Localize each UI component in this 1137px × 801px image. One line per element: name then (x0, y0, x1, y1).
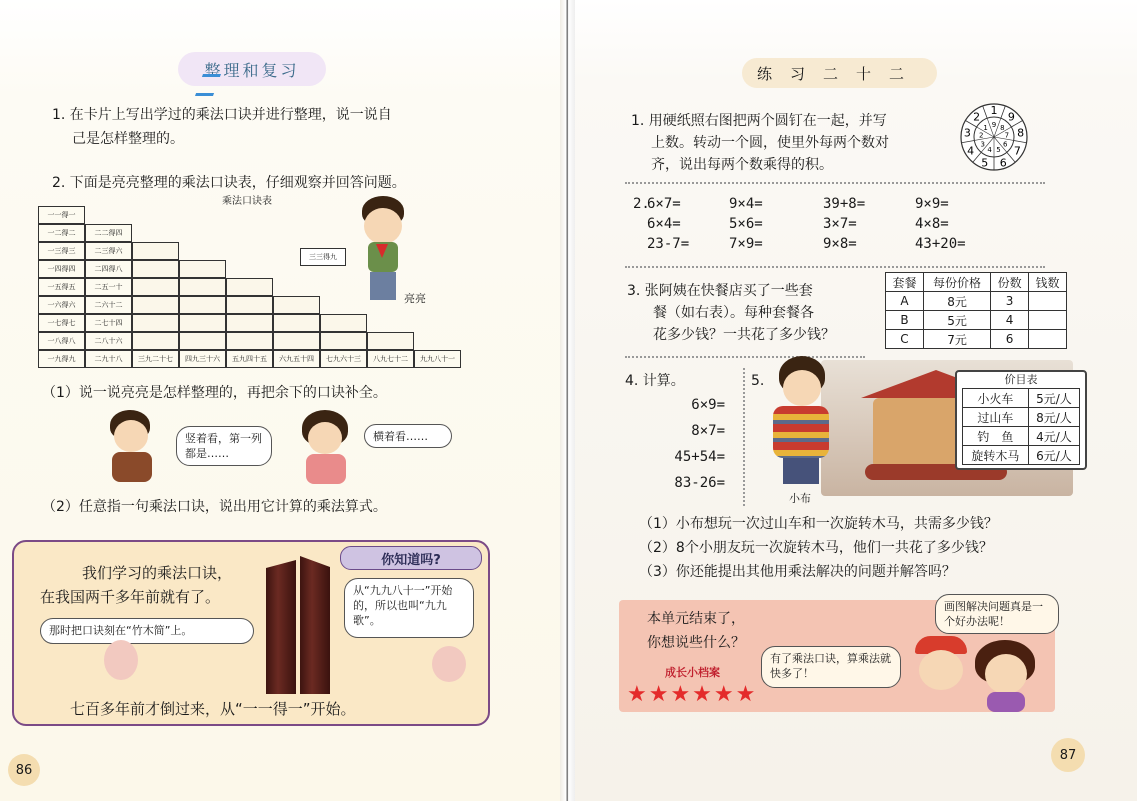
table-cell-blank (273, 314, 320, 332)
wheel-outer-number: 9 (1007, 110, 1015, 124)
calc-item: 6×9= (691, 397, 725, 413)
boy-cap-figure (913, 636, 973, 706)
table-cell: 二五一十 (85, 278, 132, 296)
table-cell: 8元 (923, 292, 990, 311)
bamboo-slip-icon (266, 560, 296, 694)
star-rating-icon: ★★★★★★ (627, 682, 758, 707)
price-cell: 5元/人 (1028, 389, 1079, 408)
arithmetic-item: 9×4= (729, 196, 763, 212)
banner-bubble-2: 画图解决问题真是一个好办法呢！ (935, 594, 1059, 634)
table-cell (1029, 292, 1067, 311)
question-3-line2: 餐（如右表）。每种套餐各 (653, 305, 814, 321)
arithmetic-item: 43+20= (915, 236, 966, 252)
price-board (955, 370, 1087, 470)
table-cell: 二六十二 (85, 296, 132, 314)
angel-icon (432, 646, 466, 682)
table-cell: 5元 (923, 311, 990, 330)
table-cell-blank (226, 278, 273, 296)
arithmetic-item: 39+8= (823, 196, 866, 212)
table-cell: 7元 (923, 330, 990, 349)
table-cell-blank (132, 314, 179, 332)
table-cell: 一八得八 (38, 332, 85, 350)
price-cell: 钓 鱼 (963, 427, 1029, 446)
arithmetic-item: 3×7= (823, 216, 857, 232)
banner-tag: 成长小档案 (665, 666, 720, 679)
table-cell-blank (226, 332, 273, 350)
price-cell: 小火车 (963, 389, 1029, 408)
wheel-inner-number: 6 (1003, 140, 1008, 149)
table-header-cell: 每份价格 (923, 273, 990, 292)
table-cell: A (886, 292, 924, 311)
question-3-line3: 花多少钱？一共花了多少钱？ (653, 327, 835, 343)
table-cell-blank (367, 332, 414, 350)
arithmetic-item: 4×8= (915, 216, 949, 232)
table-cell-blank (179, 296, 226, 314)
table-cell: 一二得二 (38, 224, 85, 242)
meal-table (885, 272, 1067, 349)
table-cell-blank (320, 314, 367, 332)
wheel-inner-number: 9 (991, 121, 997, 129)
book-spine (560, 0, 575, 801)
page-number: 86 (8, 754, 40, 786)
table-cell: 二七十四 (85, 314, 132, 332)
table-title: 乘法口诀表 (222, 196, 272, 207)
table-cell: 二二得四 (85, 224, 132, 242)
wheel-outer-number: 4 (967, 144, 975, 158)
table-cell: 一一得一 (38, 206, 85, 224)
table-cell: 二九十八 (85, 350, 132, 368)
arithmetic-item: 7×9= (729, 236, 763, 252)
wheel-inner-number: 5 (996, 146, 1001, 155)
table-cell-blank (132, 332, 179, 350)
banner-bubble-1: 有了乘法口诀，算乘法就快多了！ (761, 646, 901, 688)
wheel-outer-number: 1 (990, 104, 998, 117)
table-cell-blank (273, 332, 320, 350)
table-cell: 一五得五 (38, 278, 85, 296)
page-title: 练习二十二 (742, 58, 937, 88)
wheel-inner-number: 7 (1004, 131, 1010, 140)
know-bubble-1: 那时把口诀刻在“竹木简”上。 (40, 618, 254, 644)
table-cell-blank (132, 278, 179, 296)
subquestion-1: （1）说一说亮亮是怎样整理的，再把余下的口诀补全。 (42, 385, 387, 401)
speech-bubble-vertical: 竖着看，第一列都是…… (176, 426, 272, 466)
girl-figure (298, 410, 358, 486)
boy-figure (104, 410, 164, 486)
question-5-subquestions (639, 512, 998, 584)
table-header-cell: 套餐 (886, 273, 924, 292)
speech-bubble-horizontal: 横着看…… (364, 424, 452, 448)
price-board-title: 价目表 (1004, 373, 1038, 386)
arithmetic-item: 5×6= (729, 216, 763, 232)
arithmetic-item: 23-7= (647, 236, 690, 252)
oral-card: 三三得九 (300, 248, 346, 266)
table-cell: 一三得三 (38, 242, 85, 260)
bamboo-slip-icon (300, 556, 330, 694)
table-cell-blank (179, 260, 226, 278)
price-table (962, 388, 1080, 465)
question-5-number: 5. (751, 373, 765, 389)
question-4-list (649, 392, 725, 496)
wheel-inner-number: 8 (1000, 124, 1005, 133)
price-cell: 过山车 (963, 408, 1029, 427)
subquestion-2: （2）任意指一句乘法口诀，说出用它计算的乘法算式。 (42, 499, 387, 515)
right-page (575, 0, 1137, 801)
table-cell: 二四得八 (85, 260, 132, 278)
table-cell: 八九七十二 (367, 350, 414, 368)
banner-text-2: 你想说些什么？ (647, 635, 745, 651)
arithmetic-item: 6×7= (647, 196, 681, 212)
wheel-outer-number: 7 (1013, 144, 1021, 158)
table-cell-blank (273, 296, 320, 314)
table-cell-blank (320, 332, 367, 350)
wheel-inner-number: 1 (983, 124, 988, 133)
table-cell-blank (226, 314, 273, 332)
know-text-2: 在我国两千多年前就有了。 (40, 588, 221, 606)
table-cell: 一九得九 (38, 350, 85, 368)
know-bubble-2: 从“九九八十一”开始的，所以也叫“九九歌”。 (344, 578, 474, 638)
divider-vertical (743, 368, 745, 506)
arithmetic-item: 9×9= (915, 196, 949, 212)
table-cell: 一六得六 (38, 296, 85, 314)
table-cell: B (886, 311, 924, 330)
left-page (0, 0, 560, 801)
question-2: 2. 下面是亮亮整理的乘法口诀表，仔细观察并回答问题。 (52, 175, 406, 191)
page-number: 87 (1051, 738, 1085, 772)
page-title: 整理和复习 (178, 52, 326, 86)
wheel-inner-number: 3 (980, 140, 985, 149)
price-cell: 6元/人 (1028, 446, 1079, 465)
question-1-line2: 上数。转动一个圆，使里外每两个数对 (651, 135, 889, 151)
table-cell: 一七得七 (38, 314, 85, 332)
character-name: 亮亮 (404, 292, 426, 305)
wheel-outer-number: 2 (973, 110, 981, 124)
divider (625, 182, 1045, 184)
table-cell: 6 (991, 330, 1029, 349)
banner-text-1: 本单元结束了， (647, 611, 745, 627)
know-text-1: 我们学习的乘法口诀， (82, 564, 233, 582)
question-1: 1. 在卡片上写出学过的乘法口诀并进行整理，说一说自 (52, 107, 392, 123)
table-header-cell: 份数 (991, 273, 1029, 292)
table-cell: 二八十六 (85, 332, 132, 350)
question-3: 3. 张阿姨在快餐店买了一些套 (627, 283, 813, 299)
subquestion: （1）小布想玩一次过山车和一次旋转木马，共需多少钱？ (639, 516, 998, 532)
wheel-outer-number: 3 (963, 126, 971, 140)
table-cell-blank (179, 332, 226, 350)
price-cell: 4元/人 (1028, 427, 1079, 446)
know-text-3: 七百多年前才倒过来，从“一一得一”开始。 (70, 700, 356, 718)
question-4-title: 4. 计算。 (625, 373, 685, 389)
girl-pigtail-figure (973, 640, 1039, 714)
question-1-line3: 齐，说出每两个数乘得的积。 (651, 157, 833, 173)
table-cell-blank (179, 314, 226, 332)
number-wheel (955, 102, 1033, 172)
subquestion: （3）你还能提出其他用乘法解决的问题并解答吗？ (639, 564, 956, 580)
table-cell: 九九八十一 (414, 350, 461, 368)
wheel-inner-number: 2 (978, 131, 984, 140)
table-cell-blank (132, 242, 179, 260)
table-cell: 一四得四 (38, 260, 85, 278)
tag-label: 你知道吗? (381, 552, 441, 568)
table-cell-blank (132, 260, 179, 278)
table-cell: 六九五十四 (273, 350, 320, 368)
calc-item: 45+54= (674, 449, 725, 465)
did-you-know-tag (340, 546, 482, 570)
angel-icon (104, 640, 138, 680)
question-1: 1. 用硬纸照右图把两个圆钉在一起，并写 (631, 113, 887, 129)
table-cell: 3 (991, 292, 1029, 311)
boy-name: 小布 (789, 492, 811, 505)
table-cell (1029, 330, 1067, 349)
table-cell: 4 (991, 311, 1029, 330)
table-cell-blank (226, 296, 273, 314)
wheel-outer-number: 8 (1017, 126, 1025, 140)
table-cell-blank (132, 296, 179, 314)
table-cell: 七九六十三 (320, 350, 367, 368)
wheel-inner-number: 4 (987, 146, 992, 155)
table-cell: 五九四十五 (226, 350, 273, 368)
calc-item: 83-26= (674, 475, 725, 491)
question-1-line2: 己是怎样整理的。 (72, 131, 184, 147)
price-cell: 旋转木马 (963, 446, 1029, 465)
table-cell (1029, 311, 1067, 330)
calc-item: 8×7= (691, 423, 725, 439)
table-cell: C (886, 330, 924, 349)
wheel-outer-number: 5 (981, 156, 989, 170)
table-cell: 四九三十六 (179, 350, 226, 368)
question-2-number: 2. (633, 196, 650, 212)
table-cell: 三九二十七 (132, 350, 179, 368)
table-cell: 二三得六 (85, 242, 132, 260)
divider (625, 266, 1045, 268)
table-cell-blank (179, 278, 226, 296)
arithmetic-item: 9×8= (823, 236, 857, 252)
price-cell: 8元/人 (1028, 408, 1079, 427)
subquestion: （2）8个小朋友玩一次旋转木马，他们一共花了多少钱？ (639, 540, 993, 556)
table-header-cell: 钱数 (1029, 273, 1067, 292)
wheel-outer-number: 6 (999, 156, 1007, 170)
xiaobu-figure (765, 356, 839, 486)
arithmetic-item: 6×4= (647, 216, 681, 232)
